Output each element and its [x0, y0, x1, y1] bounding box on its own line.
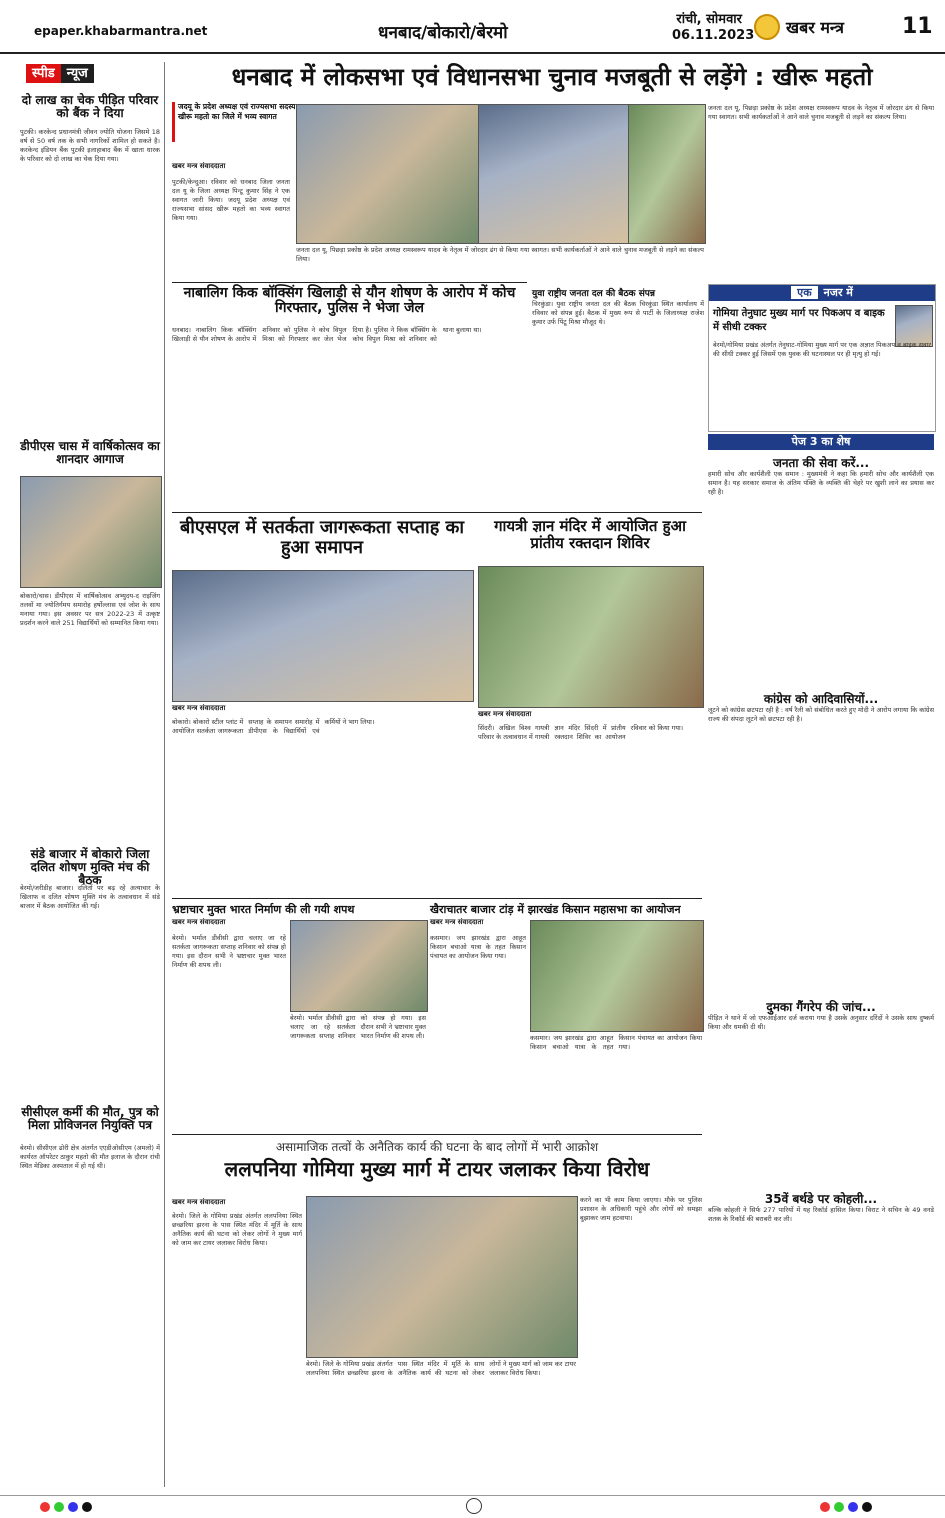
color-dot-icon: [82, 1502, 92, 1512]
cont-headline: कांग्रेस को आदिवासियों...: [763, 692, 879, 706]
registration-mark-icon: [466, 1498, 482, 1514]
page3-continuations: [708, 434, 934, 1492]
headline: डीपीएस चास में वार्षिकोत्सव का शानदार आगाज: [20, 439, 160, 467]
site-url[interactable]: epaper.khabarmantra.net: [34, 24, 208, 38]
page-number: 11: [902, 14, 933, 39]
date-block: [672, 12, 755, 44]
event-photo: [20, 476, 162, 588]
city-day: रांची, सोमवार: [676, 12, 742, 27]
speed-tag: स्पीड: [26, 64, 61, 83]
nazar-tag: एक: [791, 286, 818, 299]
youth-jd-text: चिरकुंडा। युवा राष्ट्रीय जनता दल की बैठक चिरकुंडा स्थित कार्यालय में रविवार को संपन्न हुई। बैठक में मुख्य रूप से पार्टी के जिलाध्यक्ष राजेश कुमार उर्फ पिंटू मिश्रा मौजूद थे।: [532, 300, 704, 326]
corruption-photo: [290, 920, 428, 1012]
divider: [172, 1134, 702, 1135]
lead-caption: जदयू के प्रदेश अध्यक्ष एवं राज्यसभा सदस्य खीरू महतो का जिले में भव्य स्वागत: [172, 102, 296, 142]
headline: संडे बाजार में बोकारो जिला दलित शोषण मुक्ति मंच की बैठक: [30, 847, 150, 888]
speed-news-column: [16, 62, 165, 1487]
date: 06.11.2023: [672, 28, 755, 43]
boxing-text: धनबाद। नाबालिग किक बॉक्सिंग खिलाड़ी से यौन शोषण के आरोप में शनिवार को पुलिस ने कोच विपुल मिश्रा को गिरफ्तार कर जेल भेज दिया है। पुलिस ने किक बॉक्सिंग के कोच विपुल मिश्रा को शनिवार को थाना बुलाया था।: [172, 326, 482, 343]
color-dot-icon: [848, 1502, 858, 1512]
bsnl-text: बोकारो। बोकारो स्टील प्लांट में आयोजित सतर्कता जागरूकता सप्ताह के समापन समारोह में डीपीएस के विद्यार्थियों एवं कर्मियों ने भाग लिया।: [172, 718, 375, 735]
tyre-text-mid: बेरमो। जिले के गोमिया प्रखंड अंतर्गत ललपनिया स्थित छच्छरिया झरना के पास स्थित मंदिर में मूर्ति के साथ अनैतिक कार्य की घटना को लेकर लोगों ने मुख्य मार्ग को जाम कर टायर जलाकर विरोध किया।: [306, 1360, 576, 1377]
kisan-text-cont: कसमार। जय झारखंड द्वारा आहूत किसान बचाओ यात्रा के तहत किसान पंचायत का आयोजन किया गया।: [530, 1034, 702, 1051]
corruption-text-cont: बेरमो। भर्माल डीवीसी द्वारा चलाए जा रहे सतर्कता जागरूकता सप्ताह शनिवार को संपन्न हो गया। इस दौरान सभी ने भ्रष्टाचार मुक्त भारत निर्माण की शपथ ली।: [290, 1014, 426, 1040]
page-header: [0, 0, 945, 54]
article-text: बोकारो/चास। डीपीएस में वार्षिकोत्सव अभ्युदय-द राइजिंग तलवों मा ज्योतिर्गमय समारोह हर्षोल्लास एवं जोश के साथ मनाया गया। इस अवसर पर सत्र 2022-23 में उत्कृष्ट प्रदर्शन करने वाले 251 विद्यार्थियों को सम्मानित किया गया।: [20, 592, 160, 627]
nazar-text: बेरमो/गोमिया प्रखंड अंतर्गत तेनुघाट-गोमिया मुख्य मार्ग पर एक अज्ञात पिकअप व बाइक सवार की सीधी टक्कर हुई जिसमें एक युवक की घटनास्थल पर ही मृत्यु हो गई।: [713, 341, 931, 358]
article-text: पुटकी। करकेन्द प्रधानमंत्री जीवन ज्योति योजना जिसमे 18 वर्ष से 50 वर्ष तक के सभी नागरिकों शामिल हो सकते है। करकेन्द इंडियन बैंक पुटकी इलाहाबाद बैंक में खाता धारक के परिवार को दो लाख का चेक दिया गया।: [20, 128, 160, 163]
tyre-text-right: करने का भी काम किया जाएगा। मौके पर पुलिस प्रशासन के अधिकारी पहुंचे और लोगों को समझा बुझाकर जाम हटवाया।: [580, 1196, 702, 1222]
color-dot-icon: [40, 1502, 50, 1512]
tyre-text: बेरमो। जिले के गोमिया प्रखंड अंतर्गत ललपनिया स्थित छच्छरिया झरना के पास स्थित मंदिर में मूर्ति के साथ अनैतिक कार्य की घटना को लेकर लोगों ने मुख्य मार्ग को जाम कर टायर जलाकर विरोध किया।: [172, 1212, 302, 1247]
divider: [172, 512, 702, 513]
lead-text: पुटकी/केन्दुआ। रविवार को धनबाद जिला जनता दल यू के जिला अध्यक्ष पिन्टू कुमार सिंह ने एक स्वागत जारी किया। जदयू प्रदेश अध्यक्ष एवं राज्यसभा सांसद खीरू महतो का भव्य स्वागत किया गया।: [172, 178, 290, 222]
lead-photo-leader: [628, 104, 706, 244]
brand-logo-icon: [754, 14, 780, 40]
tyre-kicker: असामाजिक तत्वों के अनैतिक कार्य की घटना के बाद लोगों में भारी आक्रोश: [275, 1140, 599, 1154]
headline: सीसीएल कर्मी की मौत, पुत्र को मिला प्रोविजनल नियुक्ति पत्र: [21, 1105, 159, 1133]
brand-name: खबर मन्त्र: [786, 18, 844, 37]
color-dot-icon: [820, 1502, 830, 1512]
kisan-photo: [530, 920, 704, 1032]
nazar-title: नजर में: [823, 286, 853, 299]
nazar-headline: गोमिया तेनुघाट मुख्य मार्ग पर पिकअप व बाइक में सीधी टक्कर: [713, 308, 885, 333]
lead-headline: धनबाद में लोकसभा एवं विधानसभा चुनाव मजबूती से लड़ेंगे : खीरू महतो: [231, 63, 873, 91]
cont-text: लूटने को कांग्रेस छटपटा रही है : वर्ष रैली को संबोधित करते हुए मोदी ने आरोप लगाया कि कांग्रेस राज्य की संपदा लूटने को छटपटा रही है।: [708, 706, 934, 723]
byline: खबर मन्त्र संवाददाता: [172, 704, 226, 712]
cont-headline: जनता की सेवा करें...: [772, 456, 870, 470]
tyre-photo: [306, 1196, 578, 1358]
corruption-headline: भ्रष्टाचार मुक्त भारत निर्माण की ली गयी शपथ: [172, 903, 355, 916]
youth-jd-headline: युवा राष्ट्रीय जनता दल की बैठक संपन्न: [532, 289, 656, 299]
divider: [172, 898, 702, 899]
gayatri-text: सिंदरी। अखिल विश्व गायत्री परिवार के तत्वावधान में गायत्री ज्ञान मंदिर सिंदरी में प्रांतीय रक्तदान शिविर का आयोजन रविवार को किया गया।: [478, 724, 684, 741]
gayatri-headline: गायत्री ज्ञान मंदिर में आयोजित हुआ प्रांतीय रक्तदान शिविर: [494, 517, 686, 552]
nazar-header: [709, 285, 935, 301]
lead-text-right: जनता दल यू, पिछड़ा प्रकोष्ठ के प्रदेश अध्यक्ष रामस्वरूप यादव के नेतृत्व में जोरदार ढंग से किया गया स्वागत। सभी कार्यकर्ताओं ने आने वाले चुनाव मजबूती से लड़ने का संकल्प लिया।: [708, 104, 934, 121]
lead-photo-crowd: [478, 104, 630, 244]
cont-headline: 35वें बर्थडे पर कोहली...: [764, 1192, 878, 1206]
kisan-headline: खैराचातर बाजार टांड़ में झारखंड किसान महासभा का आयोजन: [430, 903, 681, 916]
corruption-text: बेरमो। भर्माल डीवीसी द्वारा चलाए जा रहे सतर्कता जागरूकता सप्ताह शनिवार को संपन्न हो गया। इस दौरान सभी ने भ्रष्टाचार मुक्त भारत निर्माण की शपथ ली।: [172, 934, 286, 969]
cont-headline: दुमका गैंगरेप की जांच...: [766, 1000, 876, 1014]
bsnl-photo: [172, 570, 474, 702]
page3-bar: पेज 3 का शेष: [708, 434, 934, 450]
byline: खबर मन्त्र संवाददाता: [430, 918, 484, 926]
lead-text-cont: जनता दल यू, पिछड़ा प्रकोष्ठ के प्रदेश अध्यक्ष रामस्वरूप यादव के नेतृत्व में जोरदार ढंग से किया गया स्वागत। सभी कार्यकर्ताओं ने आने वाले चुनाव मजबूती से लड़ने का संकल्प लिया।: [296, 246, 704, 263]
news-tag: न्यूज: [61, 64, 94, 83]
boxing-headline: नाबालिग किक बॉक्सिंग खिलाड़ी से यौन शोषण के आरोप में कोच गिरफ्तार, पुलिस ने भेजा जेल: [183, 285, 516, 317]
tyre-headline: ललपनिया गोमिया मुख्य मार्ग में टायर जलाकर किया विरोध: [224, 1157, 650, 1181]
cont-text: बल्कि कोहली ने सिर्फ 277 पारियों में यह रिकॉर्ड हासिल किया। विराट ने सचिन के 49 वनडे शतक के रिकॉर्ड की बराबरी कर ली।: [708, 1206, 934, 1223]
lead-photo-stage: [296, 104, 480, 244]
byline: खबर मन्त्र संवाददाता: [172, 162, 226, 170]
cont-text: हमारी सोच और कार्यशैली एक समान : मुख्यमंत्री ने कहा कि हमारी सोच और कार्यशैली एक समान है। यह सरकार समाज के अंतिम पंक्ति के व्यक्ति की चेहरे पर खुशी लाने का प्रयास कर रही है।: [708, 470, 934, 496]
cont-text: पीड़ित ने थाने में जो एफआईआर दर्ज कराया गया है उसके अनुसार दरिंदों ने उसके साथ दुष्कर्म किया और धमकी दी थी।: [708, 1014, 934, 1031]
footer: [0, 1495, 945, 1518]
color-dot-icon: [834, 1502, 844, 1512]
gayatri-photo: [478, 566, 704, 708]
bsnl-headline: बीएसएल में सतर्कता जागरूकता सप्ताह का हुआ समापन: [179, 517, 465, 558]
byline: खबर मन्त्र संवाददाता: [172, 918, 226, 926]
color-dot-icon: [54, 1502, 64, 1512]
article-text: बेरमो। सीसीएल ढोरी क्षेत्र अंतर्गत एएडीओसीएम (अमलो) में कार्यरत ऑपरेटर ठाकुर महतो की मौत इलाज के दौरान रांची स्थित मेडिका अस्पताल में हो गई थी।: [20, 1144, 160, 1170]
article-text: बेरमो/जरीडीह बाजार। दलितों पर बढ़ रहे अत्याचार के खिलाफ व दलित शोषण मुक्ति मंच के तत्वावधान में संडे बाजार में बैठक आयोजित की गई।: [20, 884, 160, 910]
headline: दो लाख का चेक पीड़ित परिवार को बैंक ने दिया: [21, 93, 159, 121]
color-dot-icon: [68, 1502, 78, 1512]
nazar-box: [708, 284, 936, 432]
color-dot-icon: [862, 1502, 872, 1512]
section-title: धनबाद/बोकारो/बेरमो: [378, 23, 508, 43]
kisan-text: कसमार। जय झारखंड द्वारा आहूत किसान बचाओ यात्रा के तहत किसान पंचायत का आयोजन किया गया।: [430, 934, 526, 960]
speed-news-tag: [26, 62, 94, 81]
divider: [172, 282, 527, 283]
byline: खबर मन्त्र संवाददाता: [172, 1198, 226, 1206]
byline: खबर मन्त्र संवाददाता: [478, 710, 532, 718]
